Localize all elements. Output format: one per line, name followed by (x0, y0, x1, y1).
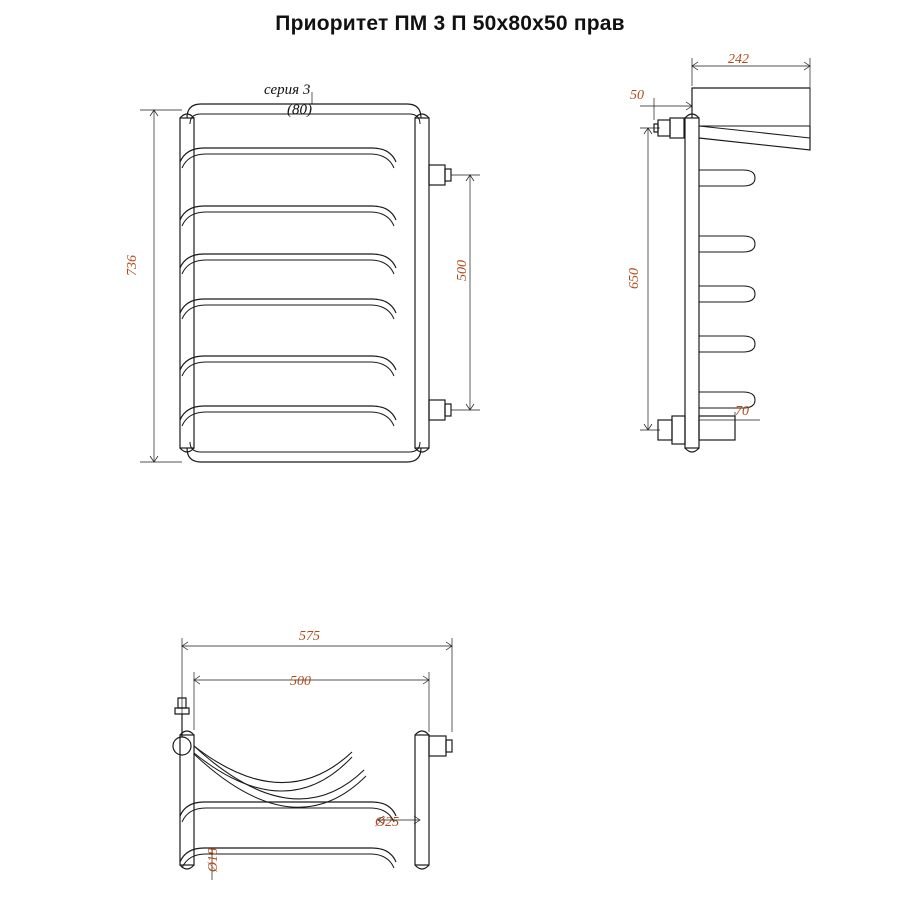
dim-650: 650 (627, 268, 642, 289)
side-view-drawing (610, 40, 900, 470)
dim-736: 736 (125, 255, 140, 276)
front-rungs (180, 148, 396, 426)
dim-500-front: 500 (455, 260, 470, 281)
top-view-drawing (120, 620, 640, 900)
dim-d18: Ø18 (206, 848, 221, 873)
front-bottom-bar (187, 448, 421, 462)
front-connectors (429, 165, 451, 420)
side-shelf-plate (699, 126, 810, 150)
front-bottom-bar-inner (190, 442, 420, 452)
top-curved-rungs (194, 746, 366, 807)
dim-50: 50 (630, 88, 644, 103)
dim-500-top: 500 (290, 674, 311, 689)
front-view-drawing (120, 70, 640, 500)
dim-575: 575 (299, 629, 320, 644)
side-rungs (699, 170, 755, 408)
label-series: серия 3 (264, 82, 311, 98)
page-title: Приоритет ПМ 3 П 50х80х50 прав (275, 12, 625, 35)
side-shelf-top (692, 88, 810, 118)
top-right-fitting (429, 736, 452, 756)
dim-70: 70 (735, 404, 749, 419)
top-right-post (415, 735, 429, 865)
dim-d25: Ø25 (375, 815, 400, 830)
top-extension-lines (182, 638, 452, 880)
side-post (685, 118, 699, 448)
side-extension-lines (640, 58, 810, 438)
dim-242: 242 (728, 52, 749, 67)
label-series-sub: (80) (287, 102, 312, 118)
front-right-post (415, 118, 429, 448)
